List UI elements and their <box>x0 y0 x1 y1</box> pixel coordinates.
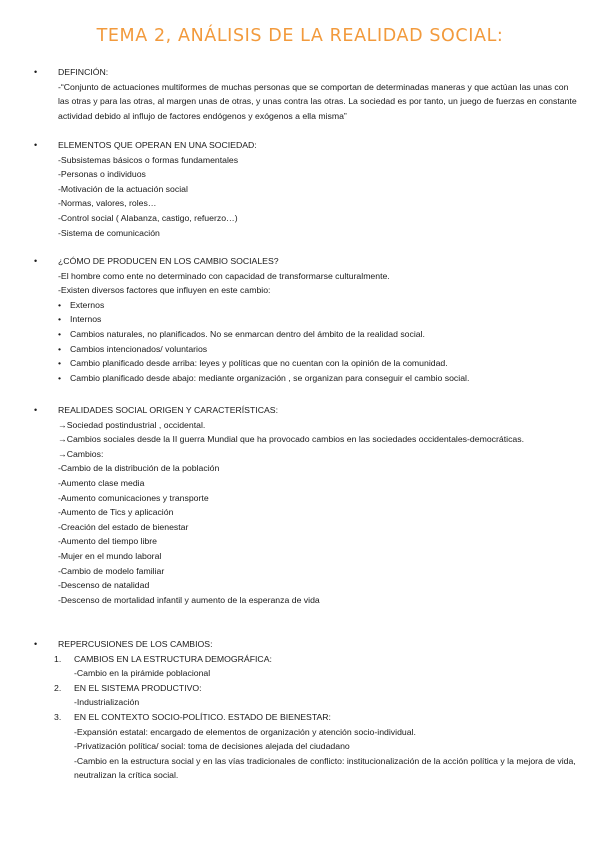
list-item: -Creación del estado de bienestar <box>58 521 189 532</box>
bullet-icon: • <box>58 343 62 354</box>
list-item: • Cambio planificado desde arriba: leyes y políticas que no cuentan con la opinión de la comunidad. <box>58 356 582 371</box>
list-item: -Aumento del tiempo libre <box>58 536 157 547</box>
list-item: -Control social ( Alabanza, castigo, refuerzo…) <box>58 212 238 223</box>
section-heading: REPERCUSIONES DE LOS CAMBIOS: <box>58 639 213 649</box>
bullet-icon: • <box>58 372 62 383</box>
section-heading: REALIDADES SOCIAL ORIGEN Y CARACTERÍSTICAS: <box>58 405 278 415</box>
arrow-item: →Cambios sociales desde la II guerra Mundial que ha provocado cambios en las sociedades occidentales-democráticas. <box>58 434 524 445</box>
list-item: -Existen diversos factores que influyen en este cambio: <box>58 285 271 296</box>
bullet-dot: • <box>34 140 38 150</box>
bullet-dot: • <box>34 639 38 649</box>
list-item: -Cambio de la distribución de la población <box>58 463 220 474</box>
list-item: -Expansión estatal: encargado de elementos de organización y atención socio-individual. <box>74 726 416 737</box>
list-item: -Mujer en el mundo laboral <box>58 550 162 561</box>
section-heading: ¿CÓMO DE PRODUCEN EN LOS CAMBIO SOCIALES? <box>58 256 279 266</box>
numbered-heading: 2. EN EL SISTEMA PRODUCTIVO: <box>54 682 202 693</box>
list-item: -Aumento de Tics y aplicación <box>58 507 174 518</box>
section-heading: DEFINCIÓN: <box>58 67 109 77</box>
list-item: • Externos <box>58 298 582 313</box>
bullet-dot: • <box>34 405 38 415</box>
section-elementos <box>34 138 582 240</box>
list-item: -Privatización política/ social: toma de decisiones alejada del ciudadano <box>74 741 350 752</box>
list-item: -Descenso de mortalidad infantil y aumento de la esperanza de vida <box>58 594 320 605</box>
definition-text: -“Conjunto de actuaciones multiformes de muchas personas que se comportan de determinadas maneras y que actúan las unas con las otras y para las otras, al margen unas de otras, y unas contra las otras. La sociedad es por tanto, un juego de fuerzas en constante actividad debido al influjo de factores endógenos y exógenos a ella misma” <box>58 81 577 121</box>
bullet-dot: • <box>34 67 38 77</box>
list-item: -Personas o individuos <box>58 169 146 180</box>
list-item: -Motivación de la actuación social <box>58 183 188 194</box>
list-item: -Cambio en la estructura social y en las vías tradicionales de conflicto: institucionalización de la acción política y la mejora de vida, neutralizan la crítica social. <box>74 755 576 781</box>
list-item: • Cambios intencionados/ voluntarios <box>58 342 582 357</box>
list-item: -Cambio de modelo familiar <box>58 565 165 576</box>
list-item: • Internos <box>58 312 582 327</box>
bullet-icon: • <box>58 314 62 325</box>
list-item: -Cambio en la pirámide poblacional <box>74 668 211 679</box>
list-item: -Subsistemas básicos o formas fundamentales <box>58 154 239 165</box>
numbered-heading: 3. EN EL CONTEXTO SOCIO-POLÍTICO. ESTADO DE BIENESTAR: <box>54 711 331 722</box>
list-item: -Descenso de natalidad <box>58 580 150 591</box>
bullet-icon: • <box>58 328 62 339</box>
section-definicion <box>34 65 582 123</box>
list-item: -Normas, valores, roles… <box>58 198 157 209</box>
list-item: • Cambios naturales, no planificados. No se enmarcan dentro del ámbito de la realidad social. <box>58 327 582 342</box>
section-cambios <box>34 254 582 385</box>
section-heading: ELEMENTOS QUE OPERAN EN UNA SOCIEDAD: <box>58 140 257 150</box>
arrow-item: →Cambios: <box>58 448 104 459</box>
numbered-heading: 1. CAMBIOS EN LA ESTRUCTURA DEMOGRÁFICA: <box>54 653 272 664</box>
arrow-item: →Sociedad postindustrial , occidental. <box>58 419 206 430</box>
bullet-icon: • <box>58 358 62 369</box>
page-title: TEMA 2, ANÁLISIS DE LA REALIDAD SOCIAL: <box>96 26 504 46</box>
list-item: -Aumento comunicaciones y transporte <box>58 492 209 503</box>
section-repercusiones <box>34 637 582 783</box>
list-item: • Cambio planificado desde abajo: mediante organización , se organizan para conseguir el cambio social. <box>58 371 582 386</box>
list-item: -Aumento clase media <box>58 477 145 488</box>
list-item: -Industrialización <box>74 697 140 708</box>
bullet-dot: • <box>34 256 38 266</box>
bullet-icon: • <box>58 299 62 310</box>
list-item: -El hombre como ente no determinado con capacidad de transformarse culturalmente. <box>58 270 390 281</box>
section-realidades <box>34 403 582 607</box>
list-item: -Sistema de comunicación <box>58 227 160 238</box>
